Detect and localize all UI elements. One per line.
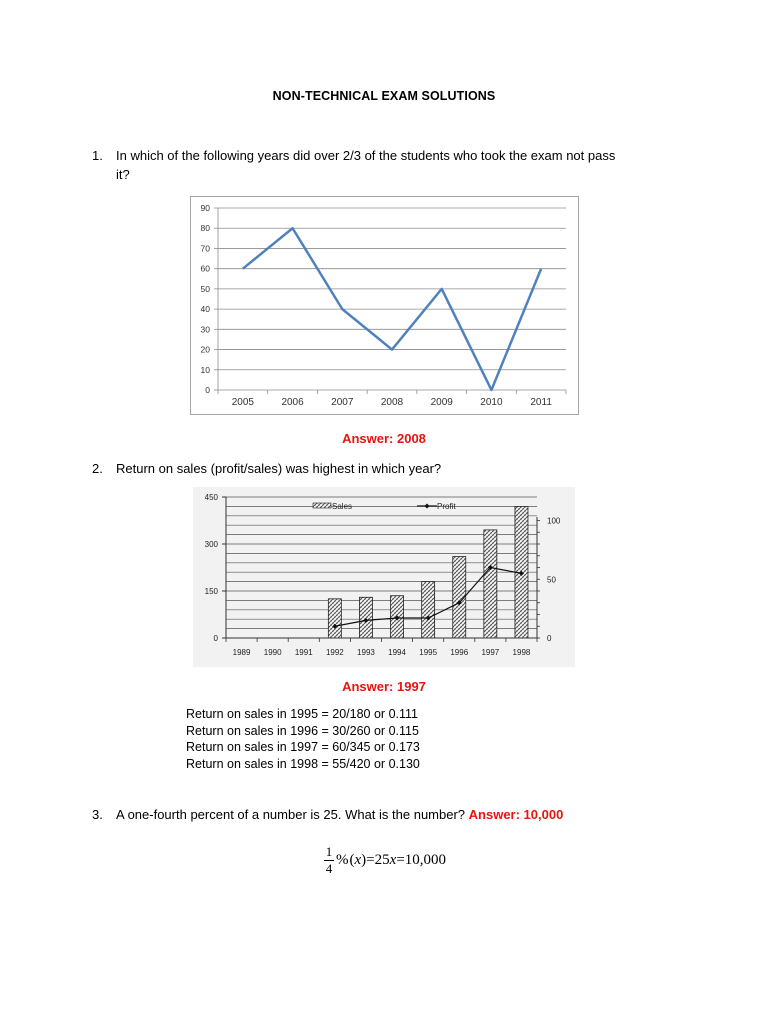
y-tick-label: 60 <box>200 263 210 274</box>
y-tick-label: 80 <box>200 223 210 234</box>
answer-2: Answer: 1997 <box>342 679 426 694</box>
left-tick-label: 300 <box>204 540 218 549</box>
x-tick-label: 2007 <box>331 397 354 408</box>
question-3 <box>0 805 768 825</box>
question-text: Return on sales (profit/sales) was highest in which year? <box>116 461 442 476</box>
return-on-sales-list <box>186 706 420 772</box>
x-tick-label: 2005 <box>231 397 254 408</box>
paren: ) <box>361 852 367 868</box>
legend-sales-swatch <box>313 503 331 508</box>
formula <box>324 845 446 876</box>
question-number: 3. <box>92 807 103 822</box>
x-tick-label: 2009 <box>430 397 453 408</box>
y-tick-label: 10 <box>200 364 210 375</box>
y-tick-label: 0 <box>205 385 210 395</box>
line-chart-pass-rate <box>190 196 580 416</box>
x-tick-label: 1994 <box>388 648 406 657</box>
sales-profit-chart <box>193 487 575 667</box>
x-tick-label: 1992 <box>325 648 344 657</box>
sales-bar <box>422 582 435 638</box>
question-2 <box>0 459 768 479</box>
equation-part: =10,000 <box>396 852 447 868</box>
question-number: 1. <box>92 148 103 163</box>
question-text-line: it? <box>116 167 130 182</box>
x-tick-label: 1998 <box>512 648 531 657</box>
sales-bar <box>359 597 372 638</box>
answer-3: Answer: 10,000 <box>468 807 564 822</box>
ros-line: Return on sales in 1997 = 60/345 or 0.173 <box>186 740 420 754</box>
answer-1: Answer: 2008 <box>342 431 426 446</box>
y-tick-label: 50 <box>200 283 210 294</box>
page-title: NON-TECHNICAL EXAM SOLUTIONS <box>272 89 496 103</box>
ros-line: Return on sales in 1995 = 20/180 or 0.111 <box>186 707 418 721</box>
x-tick-label: 2010 <box>480 397 503 408</box>
question-text-body: A one-fourth percent of a number is 25. What is the number? <box>116 807 466 822</box>
equation-part: =25 <box>366 852 390 868</box>
x-tick-label: 1991 <box>294 648 313 657</box>
ros-line: Return on sales in 1996 = 30/260 or 0.115 <box>186 723 419 738</box>
variable: x <box>354 852 362 868</box>
percent-sign: % <box>336 852 349 868</box>
x-tick-label: 1990 <box>263 648 282 657</box>
sales-bar <box>328 599 341 638</box>
x-tick-label: 2011 <box>530 397 552 408</box>
x-tick-label: 1996 <box>450 648 469 657</box>
question-text <box>116 146 676 184</box>
x-tick-label: 1997 <box>481 648 500 657</box>
x-tick-label: 1989 <box>232 648 251 657</box>
x-tick-label: 2006 <box>281 397 304 408</box>
left-tick-label: 150 <box>204 587 218 596</box>
numerator: 1 <box>325 844 333 859</box>
paren: ( <box>349 852 355 868</box>
sales-bar <box>484 530 497 638</box>
y-tick-label: 20 <box>200 344 210 355</box>
question-text <box>116 805 676 824</box>
fraction <box>324 845 334 876</box>
x-tick-label: 2008 <box>380 397 404 408</box>
y-tick-label: 40 <box>200 304 210 315</box>
y-tick-label: 90 <box>200 203 210 213</box>
left-tick-label: 0 <box>213 634 218 643</box>
question-text-line: In which of the following years did over 2/3 of the students who took the exam not pass <box>116 148 616 163</box>
x-tick-label: 1993 <box>357 648 375 657</box>
right-tick-label: 100 <box>547 516 561 526</box>
question-number: 2. <box>92 461 103 476</box>
left-tick-label: 450 <box>204 493 218 502</box>
ros-line: Return on sales in 1998 = 55/420 or 0.130 <box>186 756 420 771</box>
legend-profit-label: Profit <box>437 502 456 511</box>
x-tick-label: 1995 <box>419 648 438 657</box>
question-1 <box>0 146 768 186</box>
variable: x <box>389 852 397 868</box>
y-tick-label: 30 <box>200 324 210 335</box>
denominator: 4 <box>325 861 333 876</box>
right-tick-label: 50 <box>547 575 556 585</box>
right-tick-label: 0 <box>547 634 552 643</box>
y-tick-label: 70 <box>200 243 210 254</box>
legend-sales-label: Sales <box>332 502 353 511</box>
